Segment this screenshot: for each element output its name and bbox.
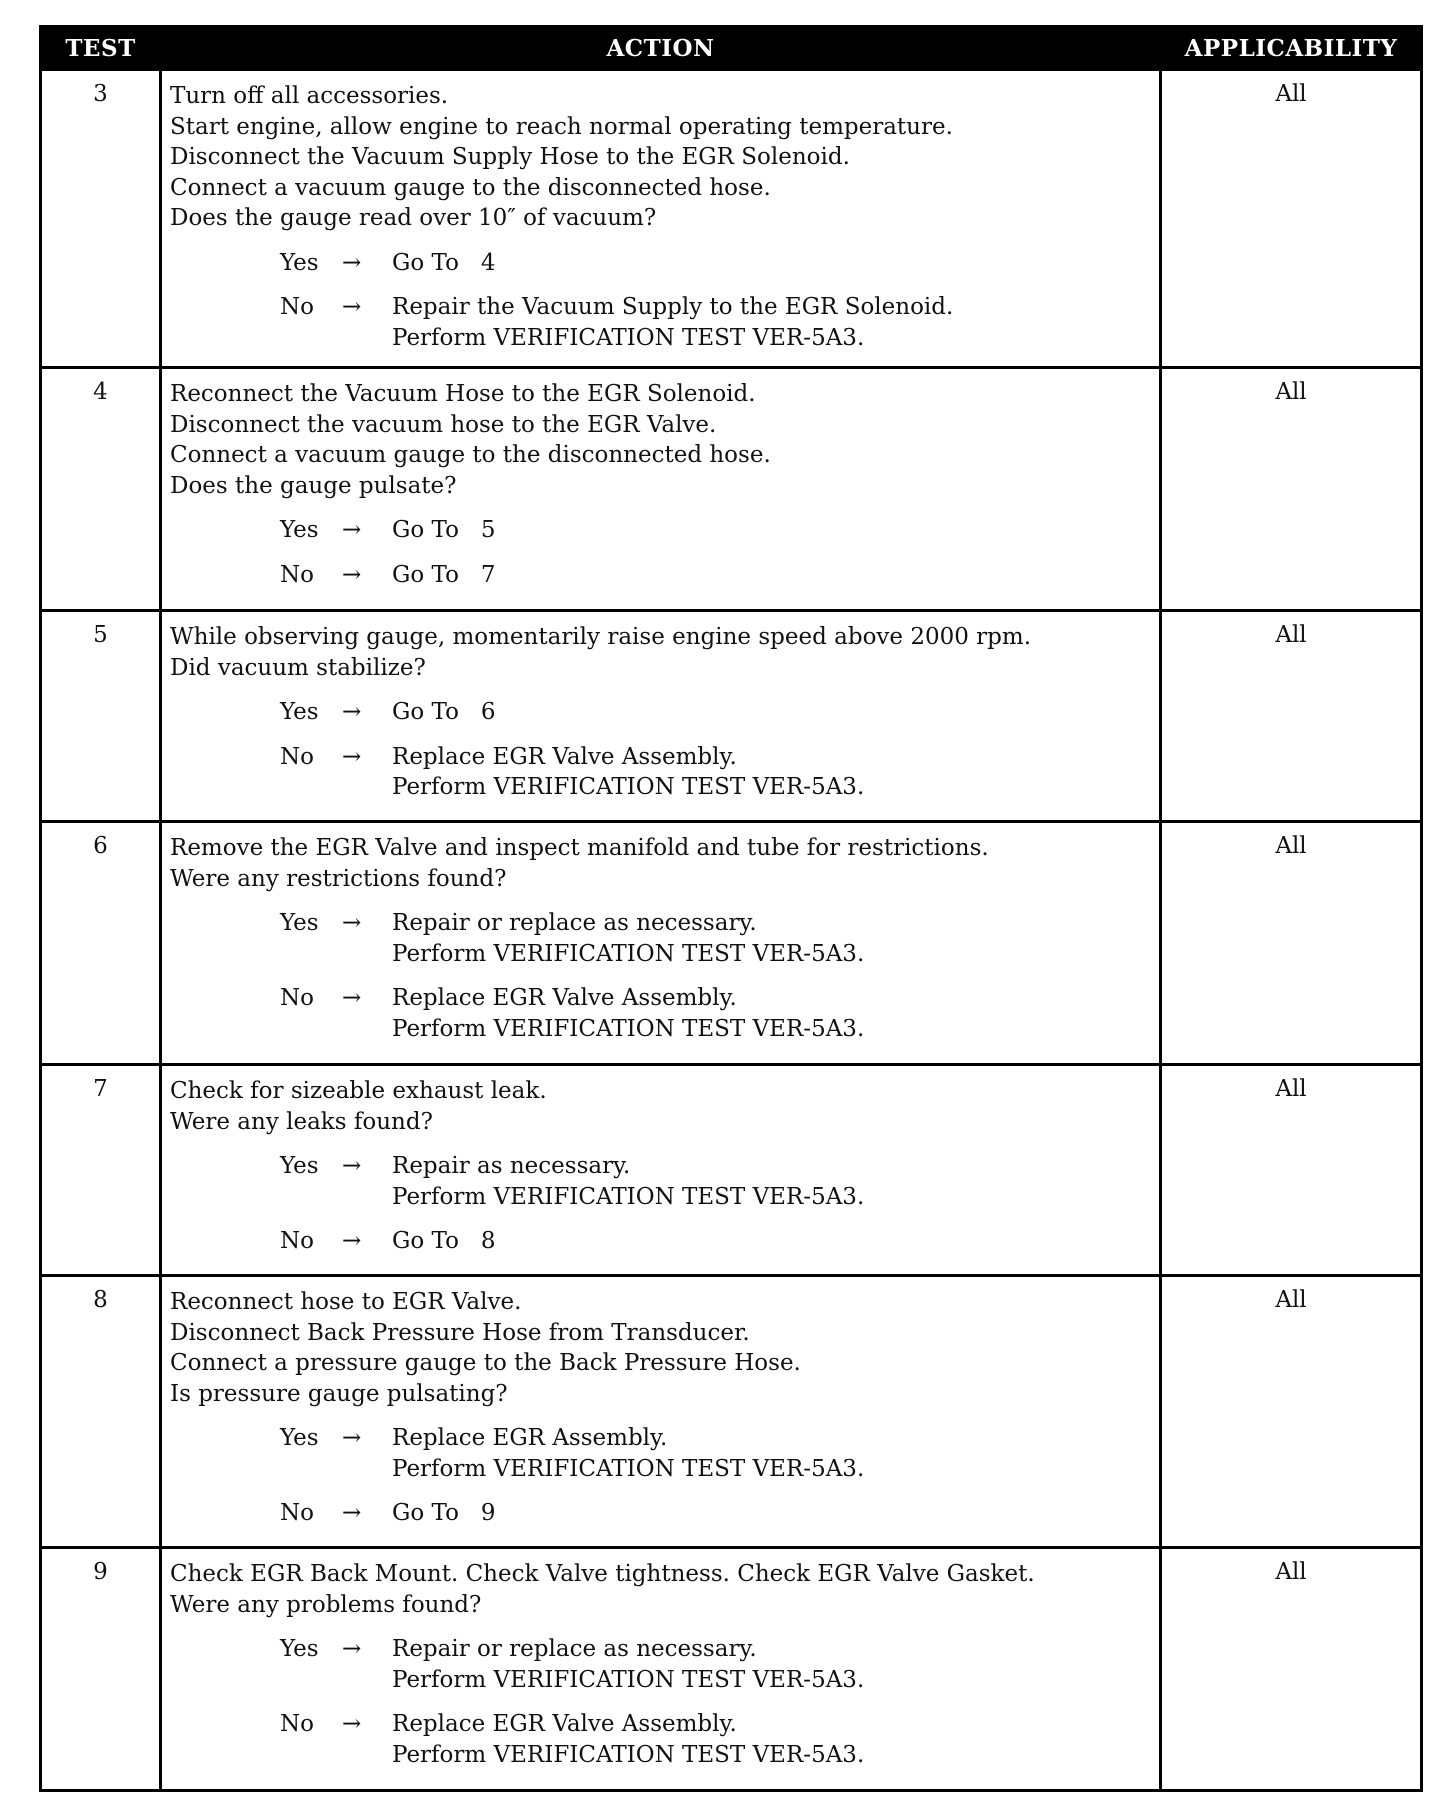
action-cell (161, 368, 1161, 611)
right-arrow-icon: → (342, 1500, 362, 1526)
action-cell (161, 1548, 1161, 1791)
action-instruction: Did vacuum stabilize? (170, 654, 426, 681)
applicability-value: All (1161, 70, 1422, 368)
action-instruction: Were any restrictions found? (170, 865, 507, 892)
response-text: Perform VERIFICATION TEST VER-5A3. (392, 940, 865, 967)
header-applicability: APPLICABILITY (1161, 27, 1422, 70)
action-instruction: Start engine, allow engine to reach normal operating temperature. (170, 113, 953, 140)
response-text: Perform VERIFICATION TEST VER-5A3. (392, 1455, 865, 1482)
action-instruction: Does the gauge pulsate? (170, 472, 457, 499)
action-cell (161, 1065, 1161, 1276)
action-instruction: While observing gauge, momentarily raise engine speed above 2000 rpm. (170, 624, 1032, 650)
response-text: Replace EGR Assembly. (392, 1425, 668, 1451)
response-text: Perform VERIFICATION TEST VER-5A3. (392, 1015, 865, 1042)
response-outcome (392, 292, 953, 353)
test-number: 4 (41, 368, 161, 611)
response-yes (170, 248, 1153, 279)
response-no (170, 1226, 1153, 1257)
test-number: 8 (41, 1276, 161, 1548)
response-outcome (392, 1151, 864, 1212)
action-instruction: Check EGR Back Mount. Check Valve tightness. Check EGR Valve Gasket. (170, 1561, 1035, 1587)
response-answer: No (280, 985, 314, 1011)
response-text: Perform VERIFICATION TEST VER-5A3. (392, 1183, 865, 1210)
table-row (41, 1276, 1422, 1548)
response-text: Replace EGR Valve Assembly. (392, 985, 737, 1011)
table-header-row (41, 27, 1422, 70)
right-arrow-icon: → (342, 699, 362, 725)
response-answer: No (280, 561, 314, 588)
applicability-value: All (1161, 1548, 1422, 1791)
response-text: Repair or replace as necessary. (392, 1636, 757, 1662)
response-no (170, 292, 1153, 353)
response-answer: No (280, 1500, 314, 1526)
response-no (170, 560, 1153, 591)
right-arrow-icon: → (342, 294, 362, 320)
test-number: 3 (41, 70, 161, 368)
action-instruction: Disconnect the vacuum hose to the EGR Valve. (170, 411, 717, 438)
response-text: Go To 7 (392, 561, 496, 588)
response-outcome (392, 1634, 864, 1695)
response-text: Perform VERIFICATION TEST VER-5A3. (392, 774, 865, 800)
action-instruction: Disconnect Back Pressure Hose from Transducer. (170, 1319, 750, 1346)
action-instruction: Disconnect the Vacuum Supply Hose to the EGR Solenoid. (170, 144, 850, 170)
table-row (41, 611, 1422, 822)
action-instruction: Connect a vacuum gauge to the disconnected hose. (170, 174, 771, 201)
action-instruction: Were any leaks found? (170, 1108, 433, 1135)
action-cell (161, 1276, 1161, 1548)
response-text: Replace EGR Valve Assembly. (392, 1711, 737, 1737)
response-outcome (392, 697, 496, 728)
test-number: 5 (41, 611, 161, 822)
table-row (41, 70, 1422, 368)
test-number: 7 (41, 1065, 161, 1276)
response-text: Go To 9 (392, 1500, 496, 1526)
table-row (41, 822, 1422, 1065)
applicability-value: All (1161, 368, 1422, 611)
response-outcome (392, 742, 864, 803)
diagnostic-test-table (39, 25, 1423, 1792)
response-text: Go To 8 (392, 1228, 496, 1254)
response-text: Perform VERIFICATION TEST VER-5A3. (392, 1741, 865, 1768)
table-row (41, 1065, 1422, 1276)
right-arrow-icon: → (342, 743, 362, 770)
response-yes (170, 908, 1153, 969)
response-outcome (392, 1226, 496, 1257)
response-no (170, 1709, 1153, 1770)
action-instruction: Were any problems found? (170, 1591, 482, 1618)
response-answer: Yes (280, 910, 319, 936)
right-arrow-icon: → (342, 1425, 362, 1451)
table-row (41, 1548, 1422, 1791)
action-cell (161, 611, 1161, 822)
response-outcome (392, 1498, 496, 1529)
response-outcome (392, 560, 496, 591)
response-answer: Yes (280, 1425, 319, 1451)
response-answer: Yes (280, 517, 319, 543)
action-instruction: Turn off all accessories. (170, 83, 449, 109)
right-arrow-icon: → (342, 517, 362, 543)
action-instruction: Connect a vacuum gauge to the disconnected hose. (170, 442, 771, 468)
response-no (170, 983, 1153, 1044)
response-text: Go To 4 (392, 249, 496, 276)
action-instruction: Connect a pressure gauge to the Back Pressure Hose. (170, 1350, 801, 1376)
response-yes (170, 1423, 1153, 1484)
response-answer: No (280, 1228, 314, 1254)
applicability-value: All (1161, 1276, 1422, 1548)
response-text: Repair as necessary. (392, 1153, 631, 1179)
response-answer: Yes (280, 699, 319, 725)
header-test: TEST (41, 27, 161, 70)
action-cell (161, 822, 1161, 1065)
action-instruction: Does the gauge read over 10″ of vacuum? (170, 205, 657, 231)
applicability-value: All (1161, 1065, 1422, 1276)
response-text: Go To 5 (392, 517, 496, 543)
right-arrow-icon: → (342, 1228, 362, 1254)
response-outcome (392, 248, 496, 279)
action-instruction: Check for sizeable exhaust leak. (170, 1078, 547, 1104)
response-text: Go To 6 (392, 699, 496, 725)
right-arrow-icon: → (342, 910, 362, 936)
right-arrow-icon: → (342, 1636, 362, 1662)
applicability-value: All (1161, 822, 1422, 1065)
response-text: Repair the Vacuum Supply to the EGR Solenoid. (392, 294, 954, 320)
right-arrow-icon: → (342, 1711, 362, 1737)
response-answer: Yes (280, 1636, 319, 1662)
response-answer: No (280, 743, 314, 770)
test-number: 9 (41, 1548, 161, 1791)
response-no (170, 742, 1153, 803)
response-outcome (392, 515, 496, 546)
right-arrow-icon: → (342, 561, 362, 588)
right-arrow-icon: → (342, 249, 362, 276)
right-arrow-icon: → (342, 985, 362, 1011)
table-row (41, 368, 1422, 611)
response-outcome (392, 908, 864, 969)
header-action: ACTION (161, 27, 1161, 70)
action-instruction: Reconnect the Vacuum Hose to the EGR Solenoid. (170, 381, 756, 407)
applicability-value: All (1161, 611, 1422, 822)
response-text: Replace EGR Valve Assembly. (392, 743, 737, 770)
response-yes (170, 697, 1153, 728)
response-outcome (392, 983, 864, 1044)
response-no (170, 1498, 1153, 1529)
response-outcome (392, 1709, 864, 1770)
action-instruction: Is pressure gauge pulsating? (170, 1380, 508, 1407)
response-yes (170, 1634, 1153, 1695)
response-text: Perform VERIFICATION TEST VER-5A3. (392, 324, 865, 351)
action-instruction: Remove the EGR Valve and inspect manifold and tube for restrictions. (170, 835, 989, 861)
response-answer: No (280, 1711, 314, 1737)
response-yes (170, 515, 1153, 546)
response-text: Perform VERIFICATION TEST VER-5A3. (392, 1666, 865, 1693)
table-body (41, 70, 1422, 1791)
response-yes (170, 1151, 1153, 1212)
action-instruction: Reconnect hose to EGR Valve. (170, 1289, 522, 1315)
response-answer: No (280, 294, 314, 320)
response-text: Repair or replace as necessary. (392, 910, 757, 936)
right-arrow-icon: → (342, 1153, 362, 1179)
response-outcome (392, 1423, 864, 1484)
action-cell (161, 70, 1161, 368)
test-number: 6 (41, 822, 161, 1065)
response-answer: Yes (280, 1153, 319, 1179)
response-answer: Yes (280, 249, 319, 276)
